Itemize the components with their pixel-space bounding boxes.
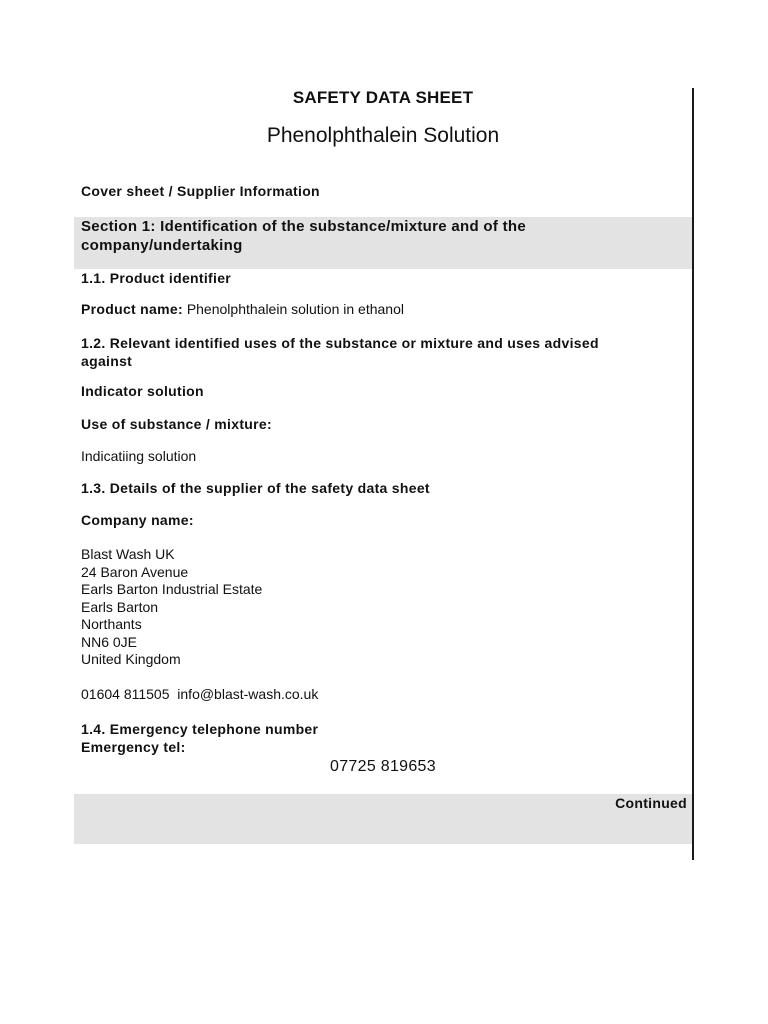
product-name-row [81, 301, 404, 317]
use-of-substance-value: Indicatiing solution [81, 448, 197, 464]
section-1-heading: Section 1: Identification of the substance/mixture and of the company/undertaking [81, 218, 527, 254]
emergency-heading: 1.4. Emergency telephone number [81, 721, 319, 737]
document-subtitle: Phenolphthalein Solution [266, 124, 500, 147]
product-name-value: Phenolphthalein solution in ethanol [186, 301, 404, 317]
relevant-uses-heading: 1.2. Relevant identified uses of the substance or mixture and uses advised against [81, 335, 599, 369]
supplier-contact: 01604 811505 info@blast-wash.co.uk [81, 686, 319, 702]
address-line: Blast Wash UK [81, 546, 175, 562]
cover-sheet-label: Cover sheet / Supplier Information [81, 183, 320, 199]
product-identifier-heading: 1.1. Product identifier [81, 270, 232, 286]
emergency-tel-label: Emergency tel: [81, 739, 186, 755]
right-border-rule [692, 88, 694, 860]
address-line: 24 Baron Avenue [81, 563, 189, 580]
product-name-label: Product name: [81, 301, 183, 317]
address-line: United Kingdom [81, 651, 181, 667]
address-line: NN6 0JE [81, 633, 138, 650]
document-title: SAFETY DATA SHEET [292, 88, 474, 107]
continued-label: Continued [615, 795, 687, 811]
indicator-solution-label: Indicator solution [81, 383, 204, 399]
use-of-substance-label: Use of substance / mixture: [81, 416, 272, 432]
address-line: Northants [81, 616, 142, 632]
company-name-label: Company name: [81, 512, 194, 528]
address-line: Earls Barton [81, 598, 159, 615]
emergency-number: 07725 819653 [330, 758, 436, 775]
supplier-details-heading: 1.3. Details of the supplier of the safety data sheet [81, 480, 430, 496]
supplier-address [81, 546, 262, 669]
address-line: Earls Barton Industrial Estate [81, 581, 263, 597]
